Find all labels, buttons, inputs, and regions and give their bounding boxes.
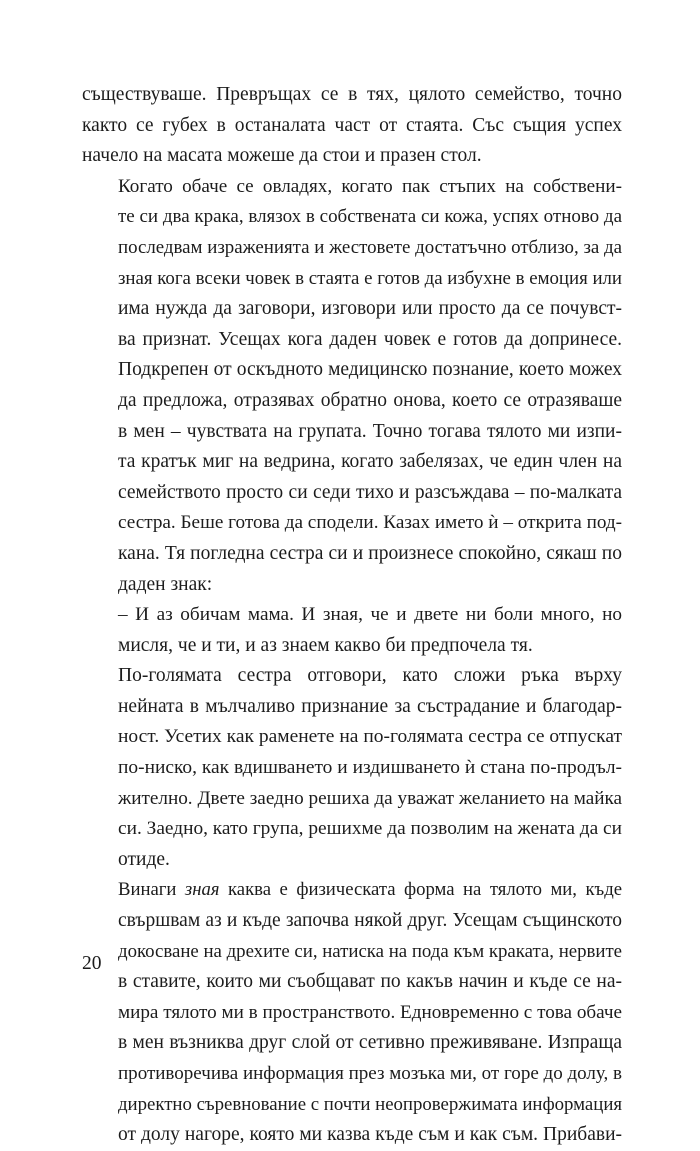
text-line: отиде. <box>118 848 170 870</box>
text-line: сестра. Беше готова да сподели. Казах името ѝ – открита под- <box>118 512 622 534</box>
text-line: свършвам аз и къде започва някой друг. Усещам същинското <box>118 910 622 932</box>
text-line: по-ниско, как вдишването и издишването ѝ стана по-продъл- <box>118 757 622 779</box>
text-fragment: Винаги <box>118 879 185 901</box>
text-fragment: каква е физическата форма на тялото ми, къде <box>219 879 622 901</box>
text-line: мира тялото ми в пространството. Едновременно с това обаче <box>118 1001 622 1023</box>
paragraph-1 <box>82 80 622 172</box>
emphasized-word: зная <box>184 879 220 901</box>
text-line: директно съревнование с почти неопровержимата информация <box>118 1093 623 1115</box>
text-line: както се губех в останалата част от стаята. Със същия успех <box>82 114 622 136</box>
text-line: По-голямата сестра отговори, като сложи ръка върху <box>118 665 622 687</box>
text-line: последвам израженията и жестовете достатъчно отблизо, за да <box>118 236 622 258</box>
paragraph-5 <box>82 875 622 1150</box>
text-line: в мен – чувствата на групата. Точно тогава тялото ми изпи- <box>118 420 622 442</box>
text-line: жително. Двете заедно решиха да уважат желанието на майка <box>118 787 622 809</box>
text-line: нейната в мълчаливо признание за състрадание и благодар- <box>118 695 622 717</box>
text-line: зная кога всеки човек в стаята е готов да избухне в емоция или <box>118 267 622 289</box>
text-line: докосване на дрехите си, натиска на пода към краката, нервите <box>118 940 622 962</box>
text-line: съществуваше. Превръщах се в тях, цялото семейство, точно <box>82 84 622 105</box>
text-line: има нужда да заговори, изговори или просто да се почувст- <box>118 298 622 320</box>
text-line: да предложа, отразявах обратно онова, което се отразяваше <box>118 389 622 411</box>
text-line: та кратък миг на ведрина, когато забелязах, че един член на <box>118 451 622 473</box>
text-line: те си два крака, влязох в собствената си кожа, успях отново да <box>118 206 622 228</box>
text-line <box>82 875 622 906</box>
paragraph-2 <box>82 172 622 600</box>
text-line: мисля, че и ти, и аз знаем какво би предпочела тя. <box>118 634 533 656</box>
text-line: – И аз обичам мама. И зная, че и двете ни боли много, но <box>118 604 622 626</box>
text-line: си. Заедно, като група, решихме да позволим на жената да си <box>118 818 622 840</box>
text-line: от долу нагоре, която ми казва къде съм и как съм. Прибави- <box>118 1124 622 1146</box>
text-line: даден знак: <box>118 573 213 595</box>
text-line: в ставите, които ми съобщават по какъв начин и къде се на- <box>118 971 622 993</box>
text-line: противоречива информация през мозъка ми, от горе до долу, в <box>118 1063 622 1084</box>
paragraph-3 <box>82 600 622 661</box>
body-text <box>82 80 622 1151</box>
page-number: 20 <box>82 953 102 974</box>
text-line: Когато обаче се овладях, когато пак стъпих на собствени- <box>118 175 622 197</box>
text-line: кана. Тя погледна сестра си и произнесе спокойно, сякаш по <box>118 542 622 564</box>
text-line: начело на масата можеше да стои и празен стол. <box>82 145 482 167</box>
text-line: в мен възниква друг слой от сетивно преживяване. Изпраща <box>118 1032 622 1054</box>
paragraph-4 <box>82 661 622 875</box>
text-line: Подкрепен от оскъдното медицинско познание, което можех <box>118 359 622 381</box>
text-line: ност. Усетих как раменете на по-голямата сестра се отпускат <box>118 726 622 748</box>
text-line: ва признат. Усещах кога даден човек е готов да допринесе. <box>118 328 622 350</box>
text-line: семейството просто си седи тихо и разсъждава – по-малката <box>118 481 622 503</box>
